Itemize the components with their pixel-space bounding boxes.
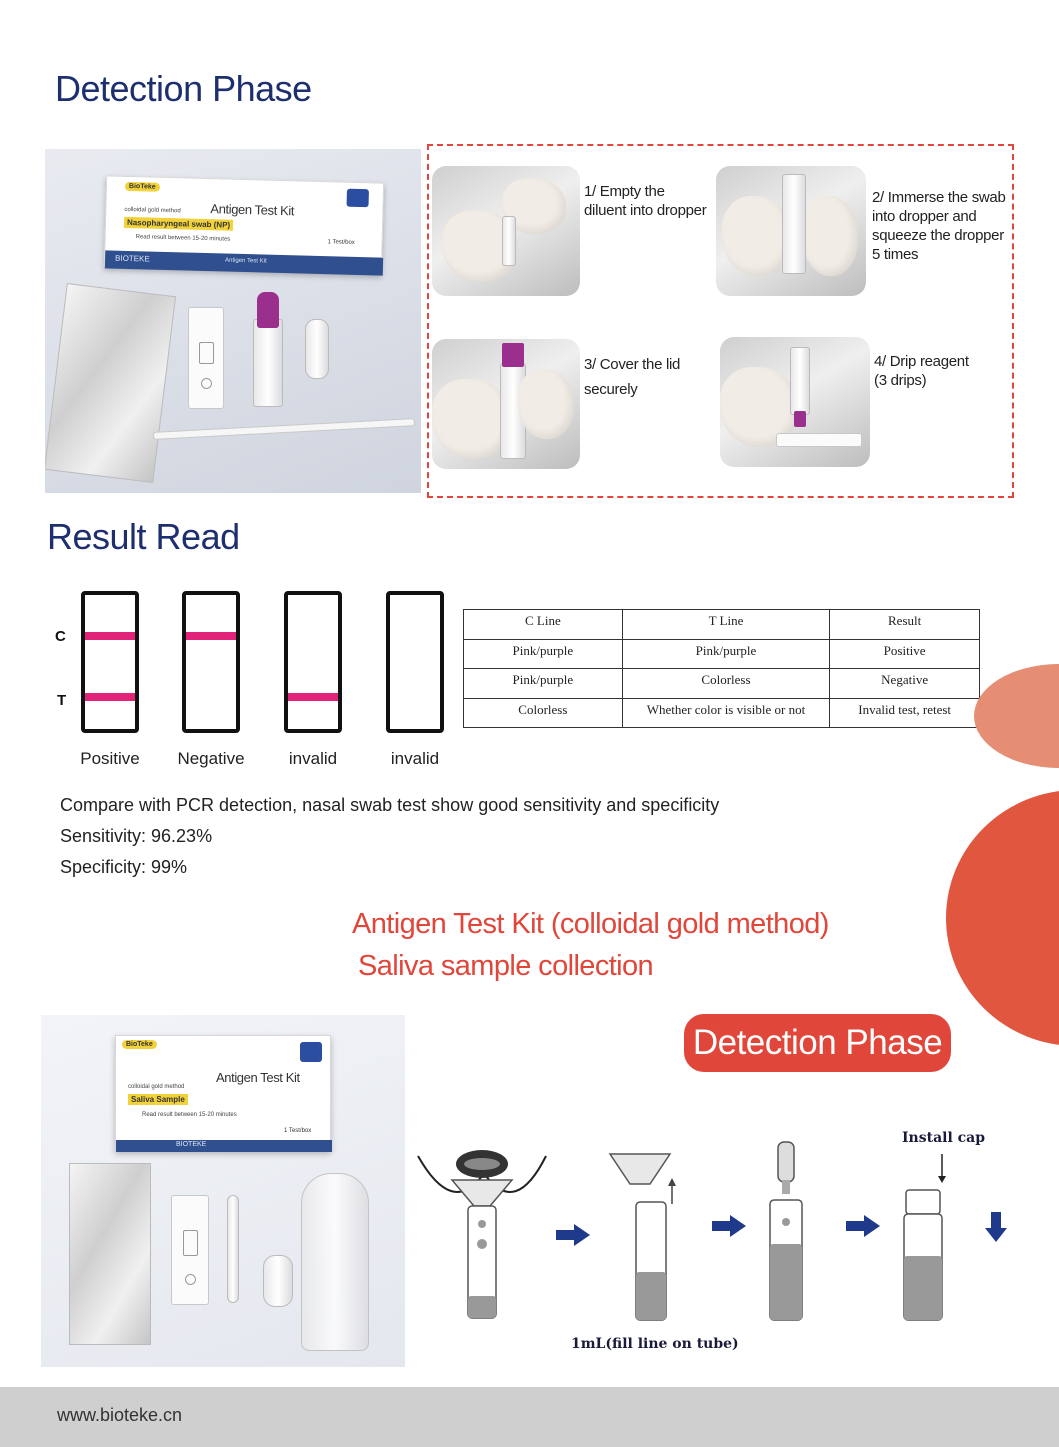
dropper-tip <box>305 319 329 379</box>
dropper-tip <box>794 411 806 427</box>
kit-read-time: Read result between 15-20 minutes <box>135 234 231 243</box>
table-row <box>464 639 980 669</box>
test-line <box>85 693 135 701</box>
kit-side-stripe <box>105 250 383 275</box>
table-cell: Positive <box>830 639 980 669</box>
dropper-bottle <box>263 1255 293 1307</box>
kit-product-name: Antigen Test Kit <box>216 1070 300 1085</box>
kit-brand: BioTeke <box>125 182 160 192</box>
comparison-text: Compare with PCR detection, nasal swab test show good sensitivity and specificity <box>60 795 720 815</box>
test-cassette <box>188 307 224 409</box>
install-cap-label: Install cap <box>902 1130 986 1146</box>
pipette <box>227 1195 239 1303</box>
cassette-window <box>183 1230 198 1256</box>
dropper-tube <box>790 347 810 415</box>
table-cell: Pink/purple <box>464 639 623 669</box>
table-header-row <box>464 610 980 640</box>
kit-brand: BioTeke <box>122 1040 157 1049</box>
dropper-insert-illustration <box>770 1142 802 1320</box>
kit-count: 1 Test/box <box>284 1128 312 1134</box>
arrow-right-icon <box>846 1215 880 1242</box>
saliva-funnel <box>301 1173 369 1351</box>
table-cell: Pink/purple <box>622 639 830 669</box>
table-row <box>464 669 980 699</box>
arrow-right-icon <box>712 1215 746 1242</box>
table-header-cell: C Line <box>464 610 623 640</box>
kit-side-brand: BIOTEKE <box>176 1141 207 1148</box>
cassette-window <box>199 342 214 364</box>
kit-box <box>104 175 384 274</box>
seal-icon <box>347 189 369 208</box>
arrow-right-icon <box>556 1224 590 1251</box>
glove <box>802 196 858 276</box>
step4-photo <box>720 337 870 467</box>
axis-label-t: T <box>57 692 67 709</box>
step3-photo <box>432 339 580 469</box>
tube-cap <box>257 292 279 328</box>
kit-method: colloidal gold method <box>128 1084 185 1090</box>
diluent-vial <box>502 216 516 266</box>
kit-sample-type: Saliva Sample <box>128 1094 188 1105</box>
decor-circle <box>946 790 1059 1046</box>
arrow-down-icon <box>985 1212 1007 1247</box>
detection-phase-title: Detection Phase <box>55 68 312 109</box>
step3-text: 3/ Cover the lid securely <box>584 356 681 398</box>
nasal-kit-photo <box>45 149 421 493</box>
kit-method: colloidal gold method <box>124 206 181 215</box>
fill-line-label: 1mL(fill line on tube) <box>571 1336 739 1352</box>
seal-icon <box>300 1042 322 1062</box>
step2-text: 2/ Immerse the swab into dropper and squeeze the dropper 5 times <box>872 189 1006 263</box>
kit-side-stripe <box>116 1140 332 1152</box>
swab <box>153 418 415 440</box>
step4-text: 4/ Drip reagent (3 drips) <box>874 353 969 389</box>
test-cassette <box>171 1195 209 1305</box>
foil-pouch <box>69 1163 151 1345</box>
kit-side-product: Antigen Test Kit <box>224 257 267 265</box>
cap-installed-illustration <box>904 1154 946 1320</box>
funnel-removal-illustration <box>610 1154 676 1320</box>
step1-text: 1/ Empty the diluent into dropper <box>584 183 707 219</box>
strip-caption: invalid <box>390 749 440 768</box>
specificity-text: Specificity: 99% <box>60 857 188 877</box>
kit-box <box>115 1035 331 1151</box>
buffer-tube <box>253 319 283 407</box>
table-cell: Invalid test, retest <box>830 698 980 728</box>
foil-pouch <box>45 283 176 483</box>
table-cell: Whether color is visible or not <box>622 698 830 728</box>
axis-label-c: C <box>55 628 66 645</box>
detection-phase-badge: Detection Phase <box>684 1014 951 1072</box>
saliva-kit-photo <box>41 1015 405 1367</box>
table-cell: Colorless <box>464 698 623 728</box>
step1-photo <box>432 166 580 296</box>
table-cell: Negative <box>830 669 980 699</box>
table-cell: Pink/purple <box>464 669 623 699</box>
glove <box>518 369 574 439</box>
table-cell: Colorless <box>622 669 830 699</box>
kit-side-brand: BIOTEKE <box>114 253 150 264</box>
kit-count: 1 Test/box <box>327 239 355 246</box>
result-strip <box>81 591 139 733</box>
decor-circle <box>974 664 1059 768</box>
control-line <box>85 632 135 640</box>
dropper-cap <box>502 343 524 367</box>
cassette-sample-well <box>201 378 212 389</box>
strip-caption: invalid <box>288 749 338 768</box>
test-line <box>288 693 338 701</box>
kit-product-name: Antigen Test Kit <box>210 201 295 219</box>
strip-caption: Positive <box>80 749 140 768</box>
kit-sample-type: Nasopharyngeal swab (NP) <box>124 217 233 231</box>
sensitivity-text: Sensitivity: 96.23% <box>60 826 213 846</box>
saliva-spit-illustration <box>418 1150 546 1318</box>
test-cassette <box>776 433 862 447</box>
cassette-sample-well <box>185 1274 196 1285</box>
dropper-tube <box>782 174 806 274</box>
saliva-title-line2: Saliva sample collection <box>358 950 654 982</box>
result-strip <box>386 591 444 733</box>
footer-website-link[interactable]: www.bioteke.cn <box>57 1405 183 1425</box>
result-read-title: Result Read <box>47 516 240 557</box>
control-line <box>186 632 236 640</box>
step2-photo <box>716 166 866 296</box>
result-strip <box>182 591 240 733</box>
footer <box>0 1387 1059 1447</box>
result-strip <box>284 591 342 733</box>
table-row <box>464 698 980 728</box>
result-table <box>463 609 980 728</box>
table-header-cell: T Line <box>622 610 830 640</box>
strip-caption: Negative <box>177 749 245 768</box>
kit-read-time: Read result between 15-20 minutes <box>142 1112 237 1118</box>
table-header-cell: Result <box>830 610 980 640</box>
saliva-title-line1: Antigen Test Kit (colloidal gold method) <box>352 908 829 940</box>
